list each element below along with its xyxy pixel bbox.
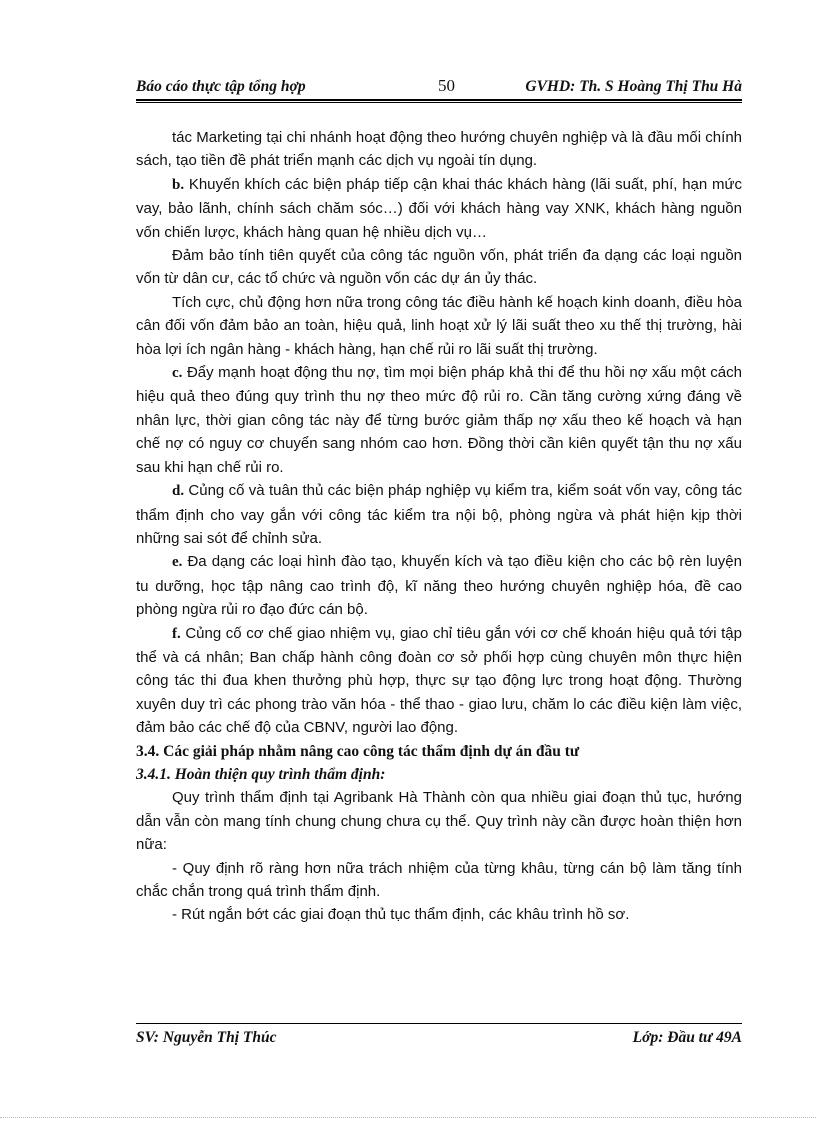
footer-student: SV: Nguyễn Thị Thúc: [136, 1029, 277, 1046]
document-body: [136, 126, 742, 927]
paragraph-process: Quy trình thẩm định tại Agribank Hà Thành còn qua nhiều giai đoạn thủ tục, hướng dẫn vẫn còn mang tính chung chung chưa cụ thể. Quy trình này cần được hoàn thiện hơn nữa:: [136, 789, 742, 854]
page-edge-divider: [0, 1117, 816, 1118]
subsection-heading: 3.4.1. Hoàn thiện quy trình thẩm định:: [136, 765, 386, 783]
footer-rule: [136, 1023, 742, 1024]
paragraph-proactive: Tích cực, chủ động hơn nữa trong công tác điều hành kế hoạch kinh doanh, điều hòa cân đối vốn đảm bảo an toàn, hiệu quả, linh hoạt xử lý lãi suất theo xu thế thị trường, hài hòa lợi ích ngân hàng - khách hàng, hạn chế rủi ro lãi suất thị trường.: [136, 293, 742, 358]
header-report-title: Báo cáo thực tập tổng hợp: [136, 78, 306, 95]
paragraph-d: d. Củng cố và tuân thủ các biện pháp nghiệp vụ kiểm tra, kiểm soát vốn vay, công tác thẩm định cho vay gắn với công tác kiểm tra nội bộ, phòng ngừa và phát hiện kịp thời những sai sót để chỉnh sửa.: [136, 482, 742, 547]
paragraph-responsibility: - Quy định rõ ràng hơn nữa trách nhiệm của từng khâu, từng cán bộ làm tăng tính chắc chắn trong quá trình thẩm định.: [136, 859, 742, 900]
header-rule: [136, 99, 742, 103]
paragraph-f: f. Củng cố cơ chế giao nhiệm vụ, giao chỉ tiêu gắn với cơ chế khoán hiệu quả tới tập thể và cá nhân; Ban chấp hành công đoàn cơ sở phối hợp cùng chuyên môn thực hiện công tác thi đua khen thưởng phù hợp, thực sự tạo động lực trong hoạt động. Thường xuyên duy trì các phong trào văn hóa - thể thao - giao lưu, chăm lo các điều kiện làm việc, đảm bảo các chế độ của CBNV, người lao động.: [136, 624, 742, 737]
list-marker-d: d.: [172, 483, 185, 500]
header-supervisor: GVHD: Th. S Hoàng Thị Thu Hà: [525, 78, 742, 95]
paragraph-c: c. Đẩy mạnh hoạt động thu nợ, tìm mọi biện pháp khả thi để thu hồi nợ xấu một cách hiệu quả theo đúng quy trình thu nợ theo mức độ rủi ro. Cần tăng cường xứng đáng về nhân lực, thời gian công tác này để từng bước giảm thấp nợ xấu theo kế hoạch và hạn chế nợ có nguy cơ chuyển sang nhóm cao hơn. Đồng thời cần kiên quyết tận thu nợ xấu sau khi hạn chế rủi ro.: [136, 364, 742, 476]
page-number: 50: [438, 76, 455, 95]
list-marker-f: f.: [172, 625, 181, 642]
page-footer: [136, 1029, 742, 1053]
paragraph-b: b. Khuyến khích các biện pháp tiếp cận khai thác khách hàng (lãi suất, phí, hạn mức vay, bảo lãnh, chính sách chăm sóc…) đối với khách hàng vay XNK, khách hàng nguồn vốn chiến lược, khách hàng quan hệ nhiều dịch vụ…: [136, 175, 742, 241]
paragraph-e: e. Đa dạng các loại hình đào tạo, khuyến kích và tạo điều kiện cho các bộ rèn luyện tu dưỡng, học tập nâng cao trình độ, kĩ năng theo hướng chuyên nghiệp hóa, đề cao phòng ngừa rủi ro đạo đức cán bộ.: [136, 553, 742, 619]
section-heading: 3.4. Các giải pháp nhằm nâng cao công tác thẩm định dự án đầu tư: [136, 742, 580, 760]
list-marker-e: e.: [172, 554, 183, 571]
paragraph-marketing: tác Marketing tại chi nhánh hoạt động theo hướng chuyên nghiệp và là đầu mối chính sách, tạo tiền đề phát triển mạnh các dịch vụ ngoài tín dụng.: [136, 129, 742, 170]
paragraph-shorten: - Rút ngắn bớt các giai đoạn thủ tục thẩm định, các khâu trình hồ sơ.: [172, 906, 630, 924]
footer-class: Lớp: Đầu tư 49A: [632, 1029, 742, 1046]
page-header: [136, 74, 742, 98]
list-marker-c: c.: [172, 365, 183, 382]
list-marker-b: b.: [172, 176, 185, 193]
paragraph-capital: Đảm bảo tính tiên quyết của công tác nguồn vốn, phát triển đa dạng các loại nguồn vốn từ dân cư, các tổ chức và nguồn vốn các dự án ủy thác.: [136, 247, 742, 288]
